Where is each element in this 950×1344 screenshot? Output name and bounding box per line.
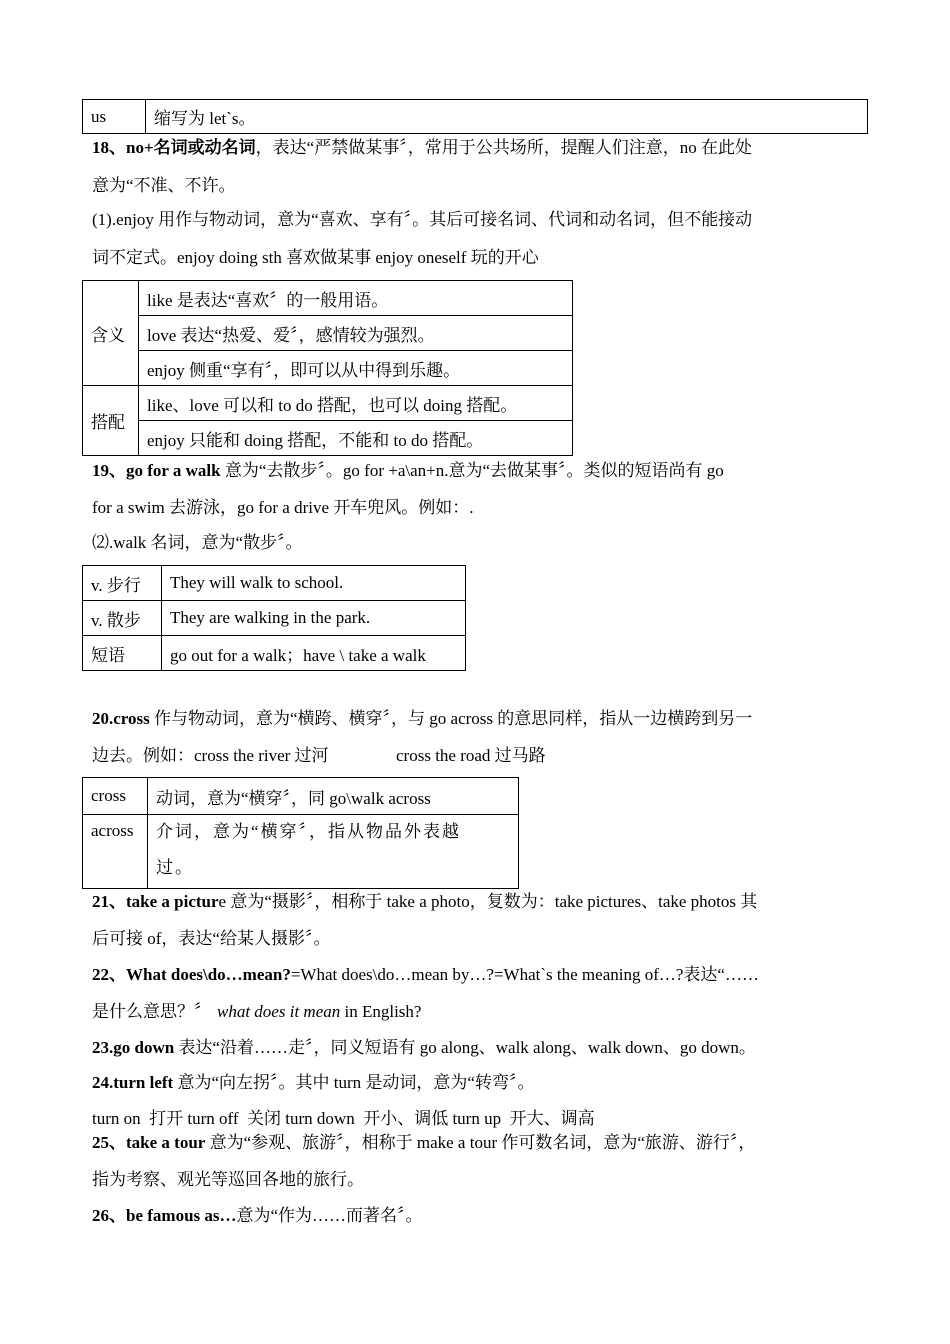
table-walk — [82, 565, 466, 671]
table-cell: They will walk to school. — [162, 566, 466, 601]
section-22-line2: 是什么意思？〞 what does it mean in English? — [92, 1002, 422, 1021]
section-23-line1: 23.go down 表达“沿着……走〞，同义短语有 go along、walk along、walk down、go down。 — [92, 1038, 756, 1057]
paragraph-enjoy-line2: 词不定式。enjoy doing sth 喜欢做某事 enjoy oneself 玩的开心 — [92, 248, 539, 267]
section-20-line2a: 边去。例如：cross the river 过河 — [92, 746, 329, 765]
table-cell: cross — [83, 778, 148, 815]
table-cell: like、love 可以和 to do 搭配，也可以 doing 搭配。 — [139, 386, 573, 421]
section-25-line2: 指为考察、观光等巡回各地的旅行。 — [92, 1170, 364, 1189]
section-26-line1: 26、be famous as…意为“作为……而著名〞。 — [92, 1206, 423, 1225]
table-cell: across — [83, 815, 148, 889]
section-19-line2: for a swim 去游泳，go for a drive 开车兜风。例如：. — [92, 498, 474, 517]
table-cell: enjoy 只能和 doing 搭配，不能和 to do 搭配。 — [139, 421, 573, 456]
section-heading: 24.turn left — [92, 1073, 174, 1092]
section-heading: 26、be famous as… — [92, 1206, 237, 1225]
table-cell: v. 散步 — [83, 601, 162, 636]
section-heading: 20.cross — [92, 709, 150, 728]
table-cell: go out for a walk；have \ take a walk — [162, 636, 466, 671]
table-label-meaning: 含义 — [83, 281, 139, 386]
paragraph-walk: ⑵.walk 名词，意为“散步〞。 — [92, 533, 303, 552]
table-cell: enjoy 侧重“享有〞，即可以从中得到乐趣。 — [139, 351, 573, 386]
table-label-collocation: 搭配 — [83, 386, 139, 456]
section-21-line1: 21、take a picture 意为“摄影〞，相称于 take a photo，复数为：take pictures、take photos 其 — [92, 892, 758, 911]
section-heading: 25、take a tour — [92, 1133, 206, 1152]
section-21-line2: 后可接 of，表达“给某人摄影〞。 — [92, 929, 331, 948]
section-19-line1: 19、go for a walk 意为“去散步〞。go for +a\an+n.意为“去做某事〞。类似的短语尚有 go — [92, 461, 724, 480]
table-cell: like 是表达“喜欢〞的一般用语。 — [139, 281, 573, 316]
italic-phrase: what does it mean — [217, 1002, 341, 1021]
section-24-line1: 24.turn left 意为“向左拐〞。其中 turn 是动词，意为“转弯〞。 — [92, 1073, 535, 1092]
table-cell: love 表达“热爱、爱〞，感情较为强烈。 — [139, 316, 573, 351]
section-25-line1: 25、take a tour 意为“参观、旅游〞，相称于 make a tour 作可数名词，意为“旅游、游行〞， — [92, 1133, 756, 1152]
section-20-line2b: cross the road 过马路 — [396, 746, 546, 765]
section-heading: 21、take a pictur — [92, 892, 219, 911]
paragraph-enjoy-line1: (1).enjoy 用作与物动词，意为“喜欢、享有〞。其后可接名词、代词和动名词，但不能接动 — [92, 210, 753, 229]
section-heading: 18、no+名词或动名词 — [92, 138, 256, 157]
table-cell: 介词，意为“横穿〞，指从物品外表越 过。 — [148, 815, 519, 889]
table-lets — [82, 99, 868, 134]
section-heading: 22、What does\do…mean? — [92, 965, 291, 984]
section-18-line1: 18、no+名词或动名词，表达“严禁做某事〞，常用于公共场所，提醒人们注意，no 在此处 — [92, 138, 752, 157]
section-24-line2: turn on 打开 turn off 关闭 turn down 开小、调低 turn up 开大、调高 — [92, 1109, 595, 1128]
section-20-line1: 20.cross 作与物动词，意为“横跨、横穿〞，与 go across 的意思同样，指从一边横跨到另一 — [92, 709, 753, 728]
section-heading: 23.go down — [92, 1038, 175, 1057]
table-like-love-enjoy — [82, 280, 573, 456]
table-cross-across — [82, 777, 519, 889]
section-18-line2: 意为“不准、不许。 — [92, 176, 236, 195]
table-cell: v. 步行 — [83, 566, 162, 601]
table-cell: 短语 — [83, 636, 162, 671]
section-22-line1: 22、What does\do…mean?=What does\do…mean by…?=What`s the meaning of…?表达“…… — [92, 965, 759, 984]
table-cell: 缩写为 let`s。 — [146, 100, 868, 134]
table-cell: us — [83, 100, 146, 134]
section-heading: 19、go for a walk — [92, 461, 221, 480]
table-cell: They are walking in the park. — [162, 601, 466, 636]
table-cell: 动词，意为“横穿〞，同 go\walk across — [148, 778, 519, 815]
